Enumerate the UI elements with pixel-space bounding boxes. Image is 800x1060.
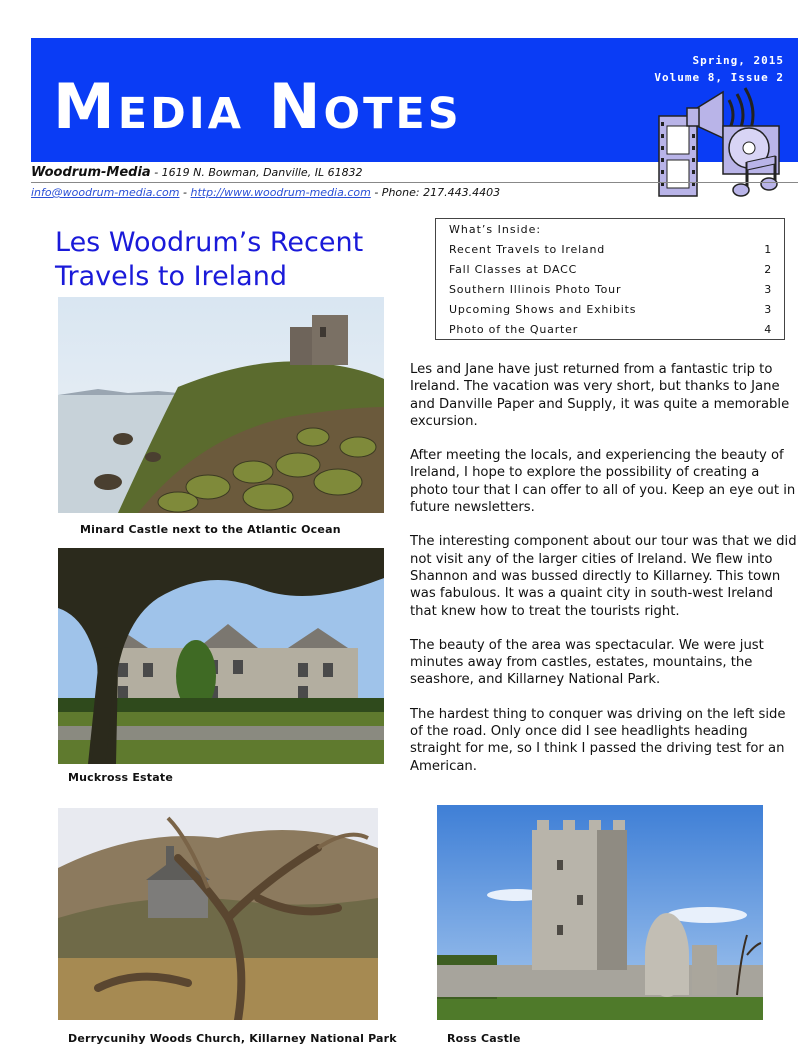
issue-season: Spring, 2015 bbox=[692, 54, 784, 67]
contact-divider bbox=[31, 182, 798, 183]
article-body bbox=[410, 361, 800, 792]
toc-item[interactable] bbox=[449, 300, 772, 320]
toc-item-page: 2 bbox=[764, 263, 772, 276]
toc-item-label: Southern Illinois Photo Tour bbox=[449, 283, 622, 296]
article-headline: Les Woodrum’s Recent Travels to Ireland bbox=[55, 227, 364, 292]
toc-item-page: 3 bbox=[764, 283, 772, 296]
toc-item[interactable] bbox=[449, 280, 772, 300]
toc-item[interactable] bbox=[449, 260, 772, 280]
article-paragraph: After meeting the locals, and experiencing the beauty of Ireland, I hope to explore the possibility of creating a photo tour that I can offer to all of you. Keep an eye out in future newsletters. bbox=[410, 448, 796, 516]
toc-item[interactable] bbox=[449, 240, 772, 260]
toc-item-page: 4 bbox=[764, 323, 772, 336]
newsletter-title: Media Notes bbox=[53, 70, 462, 143]
article-paragraph: The interesting component about our tour was that we did not visit any of the larger cities of Ireland. We flew into Shannon and was bussed directly to Killarney. This town was fabulous. It was a quaint city in south-west Ireland that knew how to treat the tourists right. bbox=[410, 534, 797, 619]
muckross-estate-photo bbox=[58, 548, 384, 764]
article-paragraph: Les and Jane have just returned from a fantastic trip to Ireland. The vacation was very short, but thanks to Jane and Danville Paper and Supply, it was quite a memorable excursion. bbox=[410, 362, 790, 429]
toc-item-label: Photo of the Quarter bbox=[449, 323, 579, 336]
photo-caption: Ross Castle bbox=[447, 1032, 521, 1045]
toc-item-label: Recent Travels to Ireland bbox=[449, 243, 606, 256]
issue-volume: Volume 8, Issue 2 bbox=[654, 71, 784, 84]
toc-item[interactable] bbox=[449, 320, 772, 340]
toc-heading: What’s Inside: bbox=[449, 223, 542, 236]
toc-item-page: 3 bbox=[764, 303, 772, 316]
contact-separator: - bbox=[183, 186, 187, 199]
org-address: - 1619 N. Bowman, Danville, IL 61832 bbox=[154, 166, 363, 179]
email-link[interactable]: info@woodrum-media.com bbox=[31, 186, 180, 199]
website-link[interactable]: http://www.woodrum-media.com bbox=[190, 186, 371, 199]
masthead-banner bbox=[31, 38, 798, 162]
article-paragraph: The hardest thing to conquer was driving on the left side of the road. Only once did I see headlights heading straight for me, so I think I passed the driving test for an American. bbox=[410, 706, 786, 774]
photo-caption: Minard Castle next to the Atlantic Ocean bbox=[80, 523, 341, 536]
issue-info bbox=[654, 52, 784, 86]
derrycunihy-church-photo bbox=[58, 808, 378, 1020]
minard-castle-photo bbox=[58, 297, 384, 513]
whats-inside-box bbox=[435, 218, 785, 340]
toc-item-label: Upcoming Shows and Exhibits bbox=[449, 303, 637, 316]
article-paragraph: The beauty of the area was spectacular. We were just minutes away from castles, estates, mountains, the seashore, and Killarney National Park. bbox=[410, 637, 764, 688]
ross-castle-photo bbox=[437, 805, 763, 1020]
contact-links-line bbox=[31, 186, 500, 199]
photo-caption: Derrycunihy Woods Church, Killarney National Park bbox=[68, 1032, 397, 1045]
org-name: Woodrum-Media bbox=[31, 165, 151, 180]
toc-item-page: 1 bbox=[764, 243, 772, 256]
photo-caption: Muckross Estate bbox=[68, 771, 173, 784]
contact-address-line bbox=[31, 165, 798, 180]
phone-number: - Phone: 217.443.4403 bbox=[374, 186, 501, 199]
toc-item-label: Fall Classes at DACC bbox=[449, 263, 578, 276]
